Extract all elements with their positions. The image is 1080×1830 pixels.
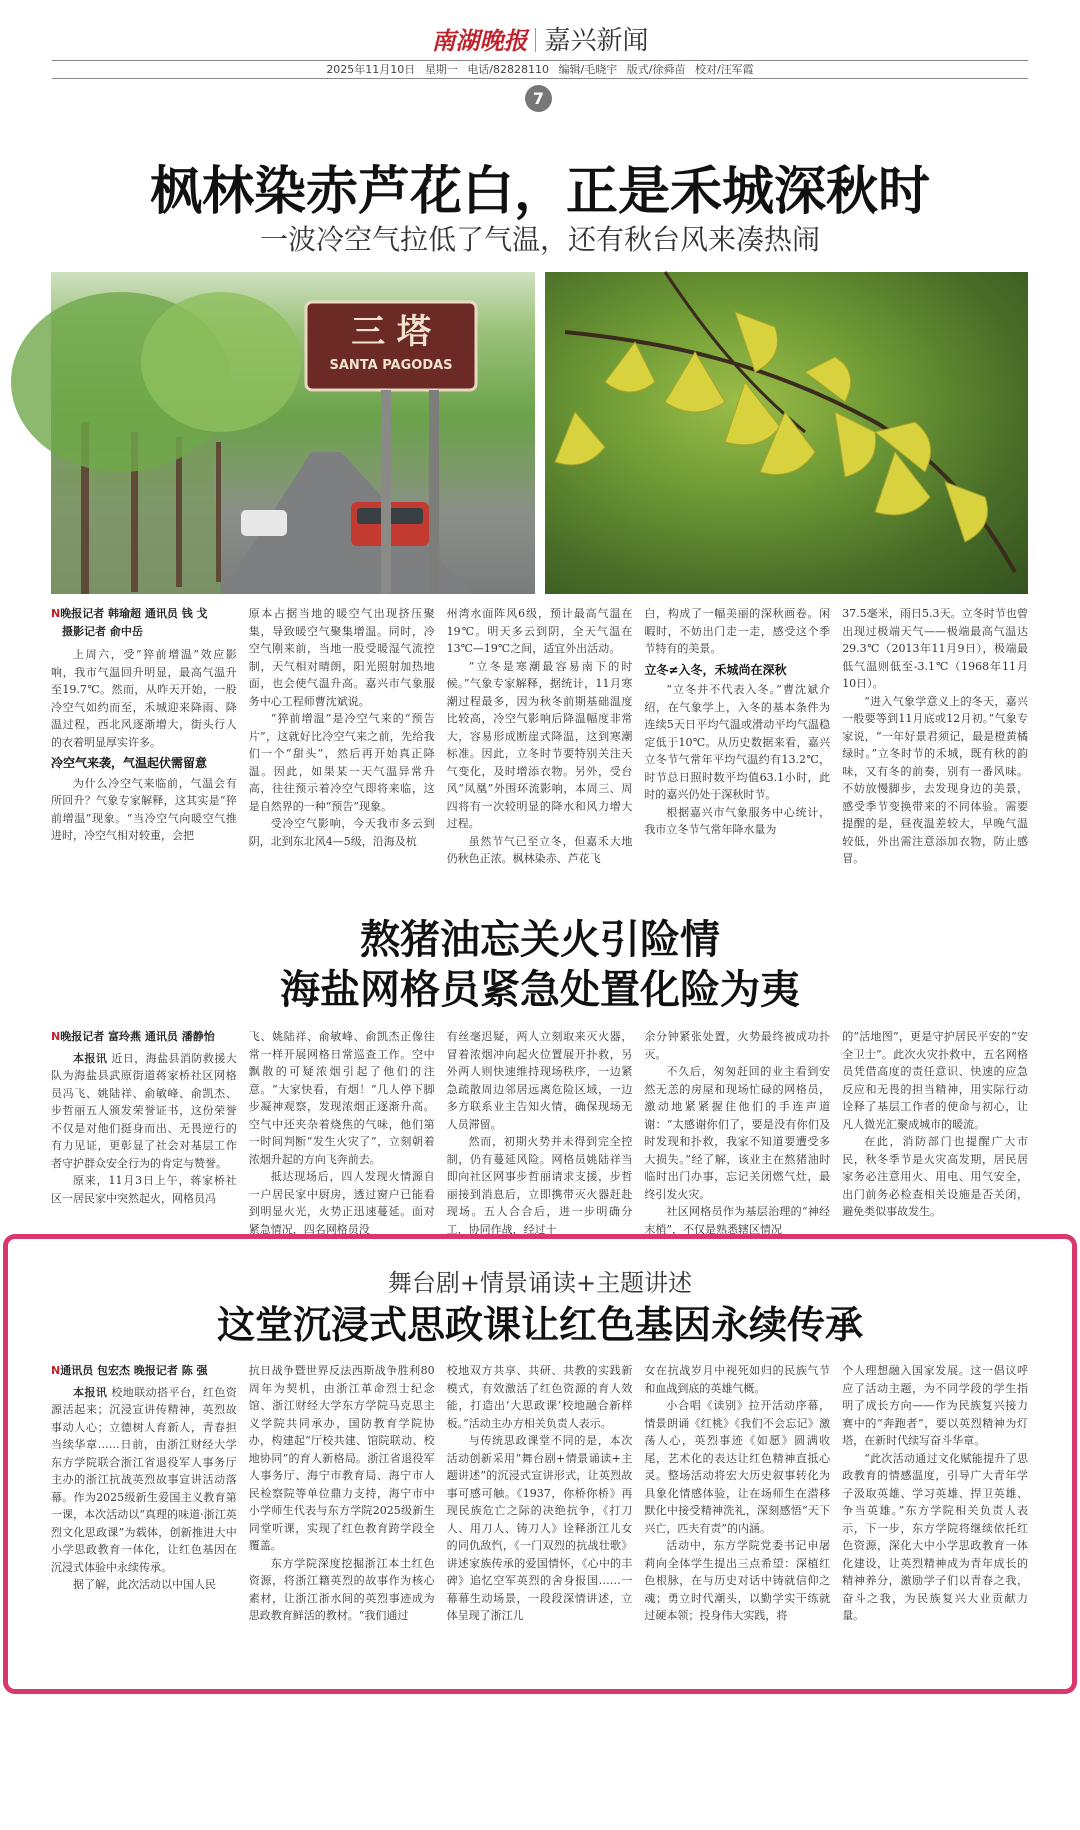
article1-paragraph: 37.5毫米，雨日5.3天。立冬时节也曾出现过极端天气——极端最高气温达29.3℃（2013年11月9日），极端最低气温则低至-3.1℃（1968年11月10日）。 bbox=[842, 607, 1028, 690]
article2-paragraph: 有丝毫迟疑，两人立刻取来灭火器，冒着浓烟冲向起火位置展开扑救，另外两人则快速维持现场秩序，一边紧急疏散周边邻居远离危险区域，一边多方联系业主告知火情，确保现场无人员滞留。 bbox=[446, 1030, 633, 1131]
article1-subhead-1: 冷空气来袭，气温起伏需留意 bbox=[51, 756, 208, 770]
phone: 电话/82828110 bbox=[467, 63, 550, 76]
article1-subhead-2: 立冬≠入冬，禾城尚在深秋 bbox=[644, 662, 787, 677]
article2-paragraph: 飞、姚陆祥、俞敏峰、俞凯杰正像往常一样开展网格日常巡查工作。空中飘散的可疑浓烟引起了他们的注意。“大家快看，有烟！”几人停下脚步凝神观察，发现浓烟正逐渐升高。空气中还夹杂着烧焦的气味，他们第一时间判断“发生火灾了”，立刻朝着浓烟升起的方向飞奔前去。 bbox=[248, 1030, 435, 1166]
article3-paragraph: 活动中，东方学院党委书记申屠莉向全体学生提出三点希望：深植红色根脉，在与历史对话中铸就信仰之魂；勇立时代潮头，以勤学实干练就过硬本领；投身伟大实践，将 bbox=[644, 1539, 831, 1622]
article1-paragraph: “立冬并不代表入冬。”曹沈斌介绍，在气象学上，入冬的基本条件为连续5天日平均气温或滑动平均气温稳定低于10℃。从历史数据来看，嘉兴立冬节气常年平均气温约有13.2℃，时节总日照时数平均值63.1小时，此时的嘉兴仍处于深秋时节。 bbox=[644, 683, 831, 801]
article3-paragraph: 东方学院深度挖掘浙江本土红色资源，将浙江籍英烈的故事作为核心素材，让浙江浙水间的英烈事迹成为思政教育鲜活的教材。“我们通过 bbox=[248, 1556, 435, 1622]
article1-body bbox=[51, 605, 1028, 880]
proofreader: 校对/汪军霞 bbox=[694, 63, 754, 76]
article1-column-1 bbox=[51, 605, 237, 880]
article3-paragraph: 抗日战争暨世界反法西斯战争胜利80周年为契机，由浙江革命烈士纪念馆、浙江财经大学东方学院马克思主义学院共同承办，国防教育学院协办，构建起“厅校共建、馆院联动、校地协同”的育人新格局。浙江省退役军人事务厅、海宁市教育局、海宁市人民检察院等单位鼎力支持，海宁市中小学师生代表与东方学院2025级新生同堂听课，实现了红色教育跨学段全覆盖。 bbox=[248, 1364, 435, 1552]
article3-paragraph: 个人理想融入国家发展。这一倡议呼应了活动主题，为不同学段的学生指明了成长方向——作为民族复兴接力赛中的“奔跑者”，要以英烈精神为灯塔，在新时代续写奋斗华章。 bbox=[842, 1364, 1028, 1447]
autumn-road-photo bbox=[51, 272, 535, 594]
article2-title-line-2: 海盐网格员紧急处置化险为夷 bbox=[280, 967, 800, 1013]
sign-chinese: 三 塔 bbox=[351, 312, 431, 352]
article1-paragraph: “猝前增温”是冷空气来的“预告片”，这就好比冷空气来之前，先给我们一个“甜头”，然后再开始真正降温。因此，如果某一天气温异常升高，往往预示着冷空气即将来临，这是自然界的一种“预告”现象。 bbox=[248, 712, 435, 813]
article3-paragraph: 本报讯 校地联动搭平台，红色资源活起来；沉浸宣讲传精神，英烈故事动人心；立德树人育新人，青春担当续华章……日前，由浙江财经大学东方学院联合浙江省退役军人事务厅主办的浙江抗战英烈故事宣讲活动落幕。作为2025级新生爱国主义教育第一课，本次活动以“真理的味道·浙江英烈文化思政课”为载体，创新推进大中小学思政教育一体化，让红色基因在沉浸式体验中永续传承。 bbox=[51, 1385, 237, 1574]
article2-paragraph: 抵达现场后，四人发现火情源自一户居民家中厨房，透过窗户已能看到明显火光，火势正迅速蔓延。面对紧急情况，四名网格员没 bbox=[248, 1170, 435, 1236]
article3-column-5 bbox=[842, 1362, 1028, 1682]
article1-paragraph: 州湾水面阵风6级，预计最高气温在19℃。明天多云到阴，全天气温在13℃—19℃之间，适宜外出活动。 bbox=[446, 607, 633, 655]
article3-byline: N通讯员 包宏杰 晚报记者 陈 强 bbox=[51, 1364, 208, 1377]
article1-paragraph: 为什么冷空气来临前，气温会有所回升？气象专家解释，这其实是“猝前增温”现象。“当冷空气向暖空气推进时，冷空气相对较重，会把 bbox=[51, 776, 237, 842]
article2-lead: 本报讯 bbox=[73, 1051, 108, 1065]
article3-column-1 bbox=[51, 1362, 237, 1682]
article3-column-3 bbox=[447, 1362, 633, 1682]
article1-title: 枫林染赤芦花白，正是禾城深秋时 bbox=[149, 162, 930, 222]
page-number-badge: 7 bbox=[525, 85, 552, 112]
article2-paragraph: 原来，11月3日上午，蒋家桥社区一居民家中突然起火，网格员冯 bbox=[51, 1174, 237, 1205]
article3-column-4 bbox=[644, 1362, 830, 1682]
article2-paragraph: 余分钟紧张处置，火势最终被成功扑灭。 bbox=[644, 1030, 831, 1061]
article1-column-3 bbox=[447, 605, 633, 880]
article1-column-4 bbox=[644, 605, 830, 880]
article1-paragraph: “进入气象学意义上的冬天，嘉兴一般要等到11月底或12月初。”气象专家说，“一年好景君须记，最是橙黄橘绿时。”立冬时节的禾城，既有秋的韵味，又有冬的前奏，别有一番风味。不妨放慢脚步，去发现身边的美景，感受季节变换带来的不同体验。需要提醒的是，昼夜温差较大，早晚气温较低，外出需注意添加衣物，防止感冒。 bbox=[842, 694, 1028, 865]
article2-paragraph: 的“活地图”，更是守护居民平安的“安全卫士”。此次火灾扑救中，五名网格员凭借高度的责任意识、快速的应急反应和无畏的担当精神，用实际行动诠释了基层工作者的使命与初心，让凡人微光汇聚成城市的暖流。 bbox=[842, 1030, 1028, 1131]
article1-column-2 bbox=[249, 605, 435, 880]
article2-paragraph: 然而，初期火势并未得到完全控制，仍有蔓延风险。网格员姚陆祥当即向社区网事步哲丽请求支援，步哲丽接到消息后，立即携带灭火器赶赴现场。五人合合后，进一步明确分工，协同作战，经过十 bbox=[446, 1135, 633, 1236]
article2-column-4 bbox=[644, 1028, 831, 1236]
article2-body bbox=[51, 1028, 1028, 1236]
layout-credit: 版式/徐舜苗 bbox=[626, 63, 686, 76]
article3-paragraph: 校地双方共享、共研、共教的实践新模式，有效激活了红色资源的育人效能，打造出‘大思政课’校地融合新样板。”活动主办方相关负责人表示。 bbox=[446, 1364, 633, 1430]
section-name: 嘉兴新闻 bbox=[544, 26, 649, 56]
article2-column-1 bbox=[51, 1028, 237, 1228]
article3-kicker: 舞台剧+情景诵读+主题讲述 bbox=[387, 1269, 693, 1297]
article2-paragraph: 在此，消防部门也提醒广大市民，秋冬季节是火灾高发期，居民居家务必注意用火、用电、用气安全，出门前务必检查相关设施是否关闭，避免类似事故发生。 bbox=[842, 1135, 1028, 1218]
article2-paragraph: 不久后，匆匆赶回的业主看到安然无恙的房屋和现场忙碌的网格员，激动地紧紧握住他们的手连声道谢：“太感谢你们了，要是没有你们及时发现和扑救，我家不知道要遭受多大损失。”经了解，该业主在熬猪油时临时出门办事，忘记关闭燃气灶，最终引发火灾。 bbox=[644, 1065, 831, 1201]
weekday: 星期一 bbox=[424, 63, 458, 76]
article2-title-line-1: 熬猪油忘关火引险情 bbox=[360, 917, 720, 963]
article3-body bbox=[51, 1362, 1028, 1682]
article1-paragraph: “立冬是寒潮最容易南下的时候。”气象专家解释，据统计，11月寒潮过程最多，因为秋冬前期基础温度比较高，冷空气影响后降温幅度非常大，容易形成断崖式降温，这到寒潮标准。因此，立冬时节要特别关注天气变化，及时增添衣物。另外，受台风“凤凰”外围环流影响，本周三、周四将有一次较明显的降水和风力增大过程。 bbox=[446, 659, 633, 830]
article2-byline: N晚报记者 富玲燕 通讯员 潘静怡 bbox=[51, 1030, 215, 1043]
article3-column-2 bbox=[249, 1362, 435, 1682]
editor: 编辑/毛晓宇 bbox=[558, 63, 618, 76]
sign-english: SANTA PAGODAS bbox=[329, 358, 453, 373]
article2-column-2 bbox=[248, 1028, 435, 1236]
article1-paragraph: 白，构成了一幅美丽的深秋画卷。闲暇时，不妨出门走一走，感受这个季节特有的美景。 bbox=[644, 607, 831, 655]
ginkgo-leaves-illustration bbox=[545, 272, 1028, 594]
info-line bbox=[52, 60, 1028, 79]
article3-title: 这堂沉浸式思政课让红色基因永续传承 bbox=[216, 1303, 863, 1347]
article2-column-5 bbox=[842, 1028, 1028, 1228]
issue-date: 2025年11月10日 bbox=[326, 63, 416, 76]
article1-paragraph: 虽然节气已至立冬，但嘉禾大地仍秋色正浓。枫林染赤、芦花飞 bbox=[446, 834, 633, 865]
article1-paragraph: 原本占据当地的暖空气出现挤压聚集，导致暖空气聚集增温。同时，冷空气刚来前，当地一股受暖湿气流控制，天气相对晴朗，阳光照射加热地面，也会使气温升高。嘉兴市气象服务中心工程师曹沈斌说。 bbox=[248, 607, 435, 708]
article2-paragraph: 社区网格员作为基层治理的“神经末梢”，不仅是熟悉辖区情况 bbox=[644, 1205, 831, 1236]
article1-paragraph: 根据嘉兴市气象服务中心统计，我市立冬节气常年降水量为 bbox=[644, 805, 831, 836]
newspaper-logo: 南湖晚报 bbox=[431, 26, 528, 55]
article1-paragraph: 上周六，受“猝前增温”效应影响，我市气温回升明显，最高气温升至19.7℃。然而，从昨天开始，一股冷空气如约而至，禾城迎来降雨、降温过程，西北风逐渐增大，街头行人的衣着明显厚实许多。 bbox=[51, 648, 237, 749]
article3-lead: 本报讯 bbox=[73, 1385, 108, 1399]
article3-paragraph: 女在抗战岁月中视死如归的民族气节和血战到底的英雄气概。 bbox=[644, 1364, 831, 1395]
article1-photo-byline: 摄影记者 俞中岳 bbox=[62, 624, 143, 638]
article2-paragraph: 本报讯 近日，海盐县消防救援大队为海盐县武原街道蒋家桥社区网格员冯飞、姚陆祥、俞敏峰、俞凯杰、步哲丽五人颁发荣誉证书，这份荣誉不仅是对他们挺身而出、无畏逆行的有力见证，更彰显了社会对基层工作者守护群众安全行为的肯定与赞誉。 bbox=[51, 1051, 237, 1170]
ginkgo-leaves-photo bbox=[545, 272, 1028, 594]
article1-column-5 bbox=[842, 605, 1028, 880]
article3-paragraph: 小合唱《读别》拉开活动序幕，情景朗诵《红桃》《我们不会忘记》激荡人心，英烈事迹《如愿》圆满收尾，艺术化的表达让红色精神直抵心灵。整场活动将宏大历史叙事转化为具象化情感体验，让在场师生在潜移默化中接受精神洗礼，深刻感悟“天下兴亡，匹夫有责”的内涵。 bbox=[644, 1399, 831, 1535]
masthead-divider bbox=[535, 28, 536, 52]
autumn-road-illustration bbox=[51, 272, 535, 594]
masthead bbox=[52, 20, 1028, 58]
article3-paragraph: 据了解，此次活动以中国人民 bbox=[73, 1578, 216, 1591]
article1-subtitle: 一波冷空气拉低了气温，还有秋台风来凑热闹 bbox=[259, 223, 820, 256]
article2-column-3 bbox=[446, 1028, 633, 1236]
article1-paragraph: 受冷空气影响，今天我市多云到阴，北到东北风4—5级，沿海及杭 bbox=[248, 817, 435, 848]
article3-paragraph: “此次活动通过文化赋能提升了思政教育的情感温度，引导广大青年学子汲取英雄、学习英雄、捍卫英雄、争当英雄。”东方学院相关负责人表示，下一步，东方学院将继续依托红色资源，深化大中小学思政教育一体化建设，让英烈精神成为青年成长的精神养分，激励学子们以青春之我，奋斗之我，为民族复兴大业贡献力量。 bbox=[842, 1451, 1028, 1622]
article3-paragraph: 与传统思政课堂不同的是，本次活动创新采用“舞台剧+情景诵读+主题讲述”的沉浸式宣讲形式，让英烈故事可感可触。《1937，你桥你桥》再现民族危亡之际的决绝抗争，《打刀人、用刀人、铸刀人》诠释浙江儿女的同仇敌忾，《一门双烈的抗战壮歌》讲述家族传承的爱国情怀，《心中的丰碑》追忆空军英烈的舍身报国……一幕幕生动场景，一段段深情讲述，立体呈现了浙江儿 bbox=[446, 1434, 633, 1622]
article1-byline: N晚报记者 韩瑜超 通讯员 钱 戈 bbox=[51, 607, 208, 620]
